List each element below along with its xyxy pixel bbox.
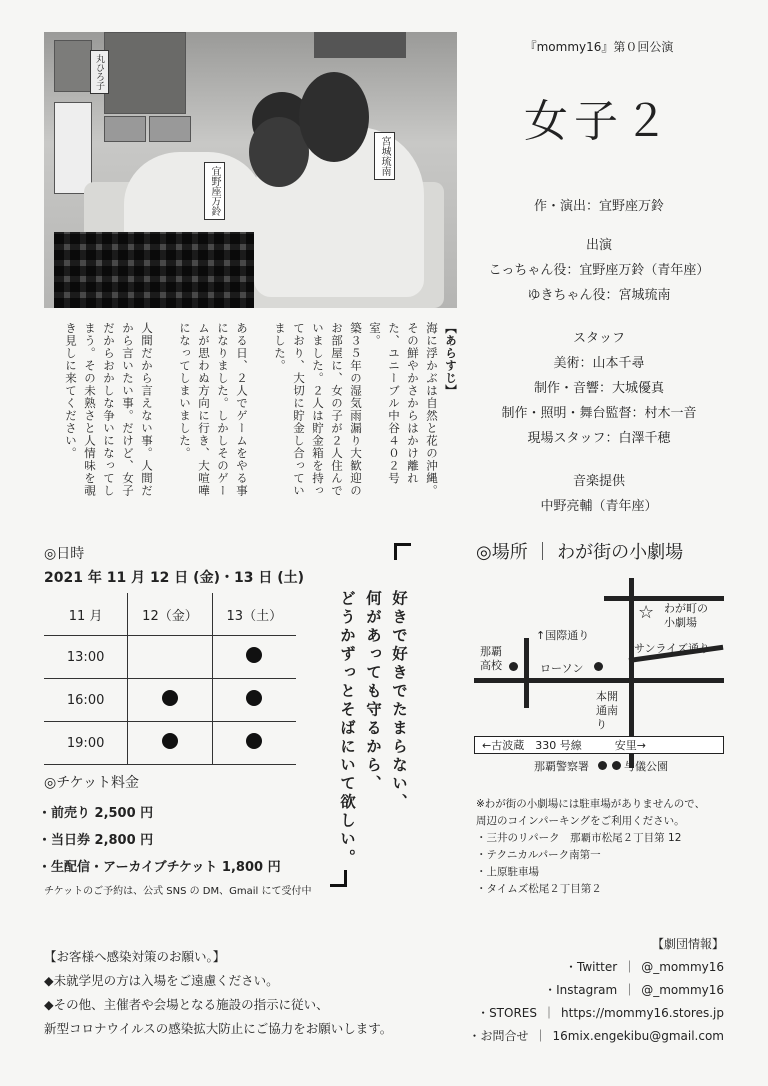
info-row: ・STORES ｜ https://mommy16.stores.jp <box>440 1002 724 1025</box>
bracket-close <box>330 870 347 887</box>
parking-item: ・三井のリパーク 那覇市松尾２丁目第 12 <box>476 832 682 844</box>
route-label: ←古波蔵 330 号線 安里→ <box>482 739 646 752</box>
wall-poster <box>54 102 92 194</box>
synopsis-line: 人間だから言えない事。人間だ <box>140 322 154 497</box>
synopsis-line: ある日、２人でゲームをやる事 <box>235 322 249 497</box>
credits <box>474 195 724 514</box>
sunrise-label: サンライズ通り <box>634 642 711 655</box>
schedule-heading: ◎日時 <box>44 546 85 562</box>
venue-star-icon: ☆ <box>638 602 655 623</box>
police-marker <box>598 761 607 770</box>
name-tag-right: 宮城琉南 <box>374 132 395 180</box>
performance-dot <box>246 733 262 749</box>
lawson-label: ローソン <box>540 662 584 675</box>
tagline-line: どうかずっとそばにいて欲しい。 <box>338 590 356 868</box>
page-title: 女子２ <box>524 96 674 147</box>
staff-item: 制作・音響：大城優真 <box>533 381 664 396</box>
synopsis-line: から言いたい事。だけど、女子 <box>121 322 135 497</box>
music-credit: 中野亮輔（青年座） <box>540 499 658 514</box>
lawson-marker <box>594 662 603 671</box>
ticket-item: ・当日券 2,800 円 <box>38 833 154 848</box>
twitter-link[interactable]: @_mommy16 <box>641 960 724 974</box>
synopsis-line: その鮮やかさからはかけ離れ <box>406 322 420 485</box>
synopsis-line: いました。２人は貯金箱を持っ <box>311 322 325 497</box>
poster-label: 丸ひろ子 <box>90 50 109 94</box>
info-heading: 【劇団情報】 <box>651 937 724 951</box>
synopsis-line: 海に浮かぶは自然と花の沖縄。 <box>425 322 439 497</box>
synopsis-line: まう。その未熟さと人情味を覗 <box>83 322 97 497</box>
time-cell: 16:00 <box>44 679 128 722</box>
tagline <box>334 590 412 880</box>
synopsis <box>40 322 460 508</box>
time-cell: 13:00 <box>44 636 128 679</box>
slot-cell <box>212 636 296 679</box>
email-link[interactable]: 16mix.engekibu@gmail.com <box>552 1029 724 1043</box>
performance-dot <box>246 690 262 706</box>
slot-cell <box>212 679 296 722</box>
synopsis-line: た、ユニーブル中谷４０２号室。 <box>368 322 401 485</box>
notice <box>44 945 392 1041</box>
synopsis-line: お部屋に、女の子が２人住んで <box>330 322 344 497</box>
naha-school-label: 那覇 高校 <box>480 645 502 672</box>
staff-item: 現場スタッフ：白澤千穂 <box>527 431 671 446</box>
parking-item: ・タイムズ松尾２丁目第２ <box>476 883 602 895</box>
wall-poster <box>314 32 406 58</box>
tickets-heading: ◎チケット料金 <box>44 775 139 791</box>
staff-item: 美術：山本千尋 <box>553 356 645 371</box>
schedule-date: 2021 年 11 月 12 日 (金)・13 日 (土) <box>44 570 304 586</box>
wall-poster <box>149 116 191 142</box>
table-header-row <box>44 593 296 636</box>
table-row <box>44 679 296 722</box>
info-row: ・Instagram ｜ @_mommy16 <box>440 979 724 1002</box>
synopsis-heading: 【あらすじ】 <box>444 322 458 397</box>
map-road <box>604 596 724 601</box>
ticket-item: ・前売り 2,500 円 <box>38 806 154 821</box>
performance-dot <box>162 733 178 749</box>
director-credit: 作・演出：宜野座万鈴 <box>533 199 664 214</box>
synopsis-line: ムが思わぬ方向に行き、大喧嘩 <box>197 322 211 497</box>
school-marker <box>509 662 518 671</box>
table-row <box>44 636 296 679</box>
time-cell: 19:00 <box>44 722 128 765</box>
staff-item: 制作・照明・舞台監督：村木一音 <box>501 406 697 421</box>
header-month: 11 月 <box>44 593 128 636</box>
parking-list <box>476 830 681 898</box>
tagline-line: 好きで好きでたまらない、 <box>390 590 408 812</box>
notice-line: ◆その他、主催者や会場となる施設の指示に従い、 <box>44 997 329 1012</box>
info-label: ・お問合せ <box>468 1029 529 1043</box>
ticket-note: チケットのご予約は、公式 SNS の DM、Gmail にて受付中 <box>44 886 312 897</box>
synopsis-line: き見しに来てください。 <box>64 322 78 460</box>
kokusai-label: ↑国際通り <box>536 629 590 642</box>
park-label: 与儀公園 <box>624 760 668 773</box>
head-right <box>299 72 369 162</box>
honkai-label: 本開 通南 り <box>596 690 618 731</box>
slot-cell <box>212 722 296 765</box>
performance-dot <box>246 647 262 663</box>
header-day13: 13（土） <box>212 593 296 636</box>
notice-line: 新型コロナウイルスの感染拡大防止にご協力をお願いします。 <box>44 1021 393 1036</box>
parking-note: ※わが街の小劇場には駐車場がありませんので、 周辺のコインパーキングをご利用ください。 <box>476 798 706 827</box>
slot-cell <box>128 636 212 679</box>
stores-link[interactable]: https://mommy16.stores.jp <box>561 1006 724 1020</box>
info-row: ・お問合せ ｜ 16mix.engekibu@gmail.com <box>440 1025 724 1048</box>
staff-heading: スタッフ <box>572 331 625 346</box>
map-road <box>474 678 724 683</box>
synopsis-line: 築３５年の湿気雨漏り大歓迎の <box>349 322 363 497</box>
venue-marker-label: わが町の 小劇場 <box>664 602 708 629</box>
synopsis-line: になってしまいました。 <box>178 322 192 460</box>
venue-map <box>474 578 724 773</box>
slot-cell <box>128 679 212 722</box>
synopsis-line <box>156 322 175 508</box>
cast-heading: 出演 <box>585 238 612 253</box>
header-day12: 12（金） <box>128 593 212 636</box>
instagram-link[interactable]: @_mommy16 <box>641 983 724 997</box>
venue-heading: ◎場所 ｜ わが街の小劇場 <box>476 542 684 563</box>
schedule-table <box>44 593 296 765</box>
info-list <box>440 956 724 1048</box>
show-label: 『mommy16』第０回公演 <box>524 40 674 54</box>
wall-poster <box>54 40 92 92</box>
synopsis-line: ました。 <box>273 322 287 372</box>
performance-dot <box>162 690 178 706</box>
tagline-line: 何があっても守るから、 <box>364 590 382 794</box>
info-label: ・STORES <box>477 1006 537 1020</box>
info-row: ・Twitter ｜ @_mommy16 <box>440 956 724 979</box>
info-label: ・Instagram <box>544 983 618 997</box>
cast-item: こっちゃん役：宜野座万鈴（青年座） <box>488 263 710 278</box>
synopsis-line: だからおかしな争いになってし <box>102 322 116 497</box>
parking-item: ・上原駐車場 <box>476 866 539 878</box>
music-heading: 音楽提供 <box>572 474 625 489</box>
plaid-pants <box>54 232 254 308</box>
table-row <box>44 722 296 765</box>
cast-photo <box>44 32 457 308</box>
parking-item: ・テクニカルパーク南第一 <box>476 849 601 861</box>
ticket-item: ・生配信・アーカイブチケット 1,800 円 <box>38 860 281 875</box>
wall-poster <box>104 32 186 114</box>
name-tag-left: 宜野座万鈴 <box>204 162 225 220</box>
map-road <box>524 638 529 708</box>
synopsis-line <box>251 322 270 508</box>
ticket-list <box>38 800 281 881</box>
synopsis-line: になりました。しかしそのゲー <box>216 322 230 497</box>
synopsis-line: ており、大切に貯金し合ってい <box>292 322 306 497</box>
police-label: 那覇警察署 <box>534 760 589 773</box>
wall-poster <box>104 116 146 142</box>
cast-item: ゆきちゃん役：宮城琉南 <box>527 288 671 303</box>
slot-cell <box>128 722 212 765</box>
info-label: ・Twitter <box>564 960 618 974</box>
notice-line: ◆未就学児の方は入場をご遠慮ください。 <box>44 973 279 988</box>
notice-heading: 【お客様へ感染対策のお願い。】 <box>44 949 226 964</box>
bracket-open <box>394 543 411 560</box>
park-marker <box>612 761 621 770</box>
